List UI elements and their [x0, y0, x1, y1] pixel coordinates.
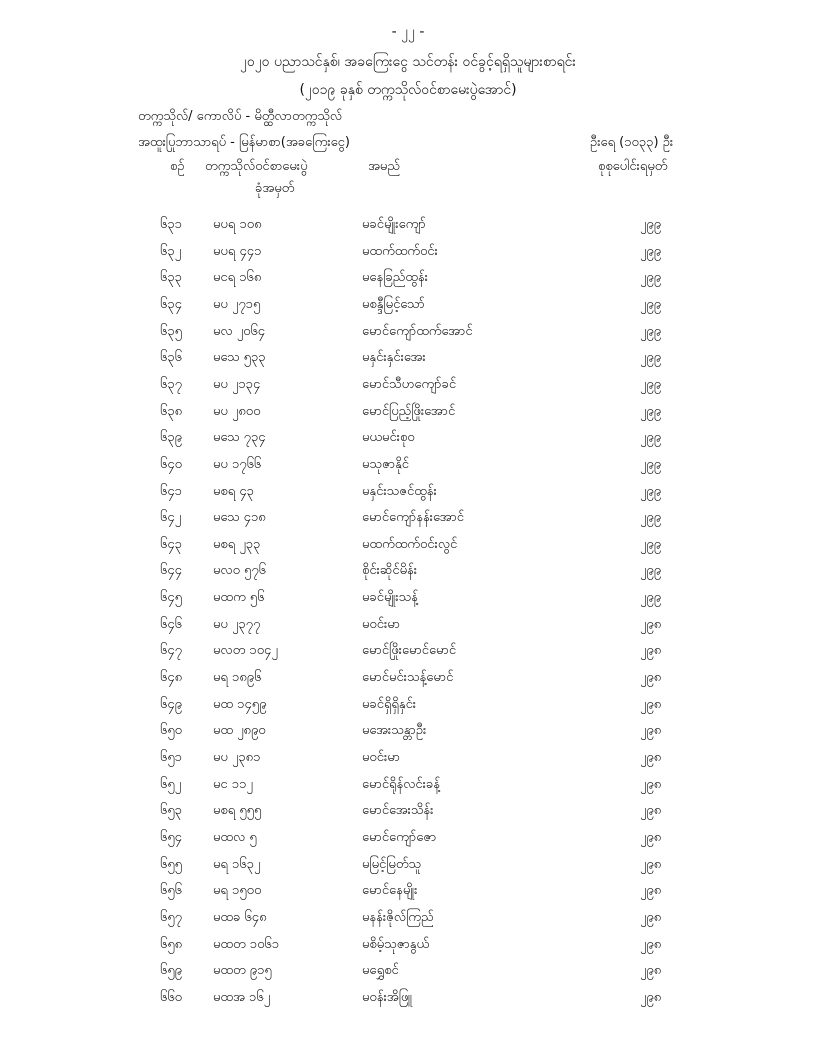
total-marks: ၂၉၈	[640, 776, 662, 792]
roll-number: မသေ ၇၃၄	[213, 430, 266, 446]
roll-number: မပ ၂၁၃၄	[213, 376, 261, 392]
total-marks: ၂၉၉	[640, 270, 662, 286]
student-name: မနှင်းသဇင်ထွန်း	[362, 483, 437, 499]
row-number: ၆၅၃	[160, 803, 182, 819]
roll-number: မပ ၂၇၁၅	[213, 296, 261, 312]
row-number: ၆၄၃	[160, 536, 182, 552]
university-line: တက္ကသိုလ်/ ကောလိပ် - မိတ္ထီလာတက္ကသိုလ်	[138, 109, 343, 124]
table-row	[0, 296, 816, 322]
table-row	[0, 323, 816, 349]
total-marks: ၂၉၈	[640, 670, 662, 686]
total-marks: ၂၉၈	[640, 936, 662, 952]
total-marks: ၂၉၉	[640, 456, 662, 472]
roll-number: မထတ ၁၀၆၁	[213, 936, 280, 952]
row-number: ၆၄၂	[160, 510, 182, 526]
table-row	[0, 642, 816, 668]
table-row	[0, 856, 816, 882]
roll-number: မလတ ၁၀၄၂	[213, 643, 278, 659]
roll-number: မထအ ၁၆၂	[213, 989, 271, 1005]
table-row	[0, 216, 816, 242]
row-number: ၆၃၈	[160, 403, 183, 419]
row-number: ၆၃၄	[160, 296, 182, 312]
total-marks: ၂၉၉	[640, 403, 662, 419]
row-number: ၆၃၆	[160, 350, 182, 366]
column-header-no: စဉ်	[170, 159, 185, 174]
student-name: မောင်ကျော်ဇော	[362, 829, 437, 845]
table-row	[0, 376, 816, 402]
roll-number: မပ ၂၈၀၀	[213, 403, 261, 419]
roll-number: မလဝ ၅၇၆	[213, 563, 266, 579]
roll-number: မငရ ၁၆၈	[213, 270, 262, 286]
student-name: မဝင်းမာ	[362, 616, 401, 632]
roll-number: မပရ ၄၄၁	[213, 243, 262, 259]
roll-number: မထလ ၅	[213, 829, 257, 845]
roll-number: မထတ ၉၁၅	[213, 963, 272, 979]
table-row	[0, 243, 816, 269]
table-row	[0, 722, 816, 748]
table-row	[0, 829, 816, 855]
roll-number: မထက ၅၆	[213, 590, 265, 606]
roll-number: မပရ ၁၀၈	[213, 217, 262, 232]
student-name: မောင်အေးသိန်း	[362, 803, 434, 819]
row-number: ၆၅၀	[160, 723, 182, 739]
table-row	[0, 456, 816, 482]
table-row	[0, 936, 816, 962]
student-name: မောင်နေမျိုး	[362, 883, 418, 899]
roll-number: မင ၁၁၂	[213, 776, 253, 792]
row-number: ၆၄၇	[160, 643, 182, 659]
total-marks: ၂၉၉	[640, 536, 662, 552]
table-row	[0, 882, 816, 908]
row-number: ၆၃၁	[160, 217, 182, 232]
total-marks: ၂၉၈	[640, 803, 662, 819]
major-line: အထူးပြုဘာသာရပ် - မြန်မာစာ(အခကြေးငွေ)	[138, 135, 350, 150]
row-number: ၆၆၀	[160, 989, 182, 1005]
student-name: မောင်သီဟကျော်ခင်	[362, 376, 457, 392]
student-name: မရွှေစင်	[362, 963, 399, 979]
column-header-marks: စုစုပေါင်းရမှတ်	[598, 159, 668, 174]
table-row	[0, 429, 816, 455]
total-marks: ၂၉၉	[640, 563, 662, 579]
row-number: ၆၄၄	[160, 563, 182, 579]
document-title: ၂၀၂၀ ပညာသင်နှစ်၊ အခကြေးငွေ သင်တန်း ဝင်ခွင့်ရရှိသူများစာရင်း	[240, 54, 576, 70]
roll-number: မရ ၁၅၀၀	[213, 883, 262, 899]
row-number: ၆၄၉	[160, 696, 182, 712]
total-marks: ၂၉၈	[640, 829, 662, 845]
row-number: ၆၅၆	[160, 883, 182, 899]
total-marks: ၂၉၉	[640, 483, 662, 499]
roll-number: မပ ၂၃၈၁	[213, 750, 261, 765]
student-name: မသုဇာနိုင်	[362, 456, 409, 472]
table-row	[0, 669, 816, 695]
table-row	[0, 989, 816, 1015]
total-marks: ၂၉၉	[640, 323, 662, 339]
document-subtitle: (၂၀၁၉ ခုနှစ် တက္ကသိုလ်ဝင်စာမေးပွဲအောင်)	[299, 82, 517, 98]
row-number: ၆၃၇	[160, 376, 182, 392]
student-name: စိုင်းဆိုင်မိန်း	[362, 563, 418, 579]
table-row	[0, 403, 816, 429]
student-name: မယမင်းစု၀	[362, 430, 415, 446]
roll-number: မသေ ၄၁၈	[213, 510, 266, 526]
roll-number: မစရ ၂၃၃	[213, 536, 261, 552]
column-header-name: အမည်	[368, 159, 400, 174]
table-row	[0, 562, 816, 588]
total-marks: ၂၉၈	[640, 989, 662, 1005]
roll-number: မစရ ၄၃	[213, 483, 254, 499]
row-number: ၆၅၇	[160, 909, 182, 925]
table-row	[0, 349, 816, 375]
row-number: ၆၅၂	[160, 776, 182, 792]
table-row	[0, 776, 816, 802]
student-name: မဝန်းအိဖြူ	[362, 989, 413, 1005]
student-name: မောင်မင်းသန့်မောင်	[362, 670, 454, 686]
student-name: မနေခြည်ထွန်း	[362, 270, 428, 286]
roll-number: မထ ၁၄၅၉	[213, 696, 267, 712]
student-name: မအေးသန္တာဦး	[362, 723, 427, 739]
row-number: ၆၄၆	[160, 616, 182, 632]
roll-number: မရ ၁၈၉၆	[213, 670, 262, 686]
roll-number: မပ ၂၃၇၇	[213, 616, 261, 632]
roll-number: မပ ၁၇၆၆	[213, 456, 262, 472]
column-header-roll: တက္ကသိုလ်ဝင်စာမေးပွဲ	[205, 159, 308, 174]
row-number: ၆၅၁	[160, 750, 182, 765]
total-marks: ၂၉၈	[640, 643, 662, 659]
student-name: မခင်ရှိရှိနှင်း	[362, 696, 417, 712]
student-name: မောင်ပြည့်ဖြိုးအောင်	[362, 403, 456, 419]
row-number: ၆၄၀	[160, 456, 182, 472]
total-marks: ၂၉၈	[640, 909, 662, 925]
table-row	[0, 749, 816, 775]
row-number: ၆၅၅	[160, 856, 182, 872]
table-row	[0, 962, 816, 988]
roll-number: မသေ ၅၃၃	[213, 350, 266, 366]
student-name: မထက်ထက်ဝင်း	[362, 243, 438, 259]
total-marks: ၂၉၈	[640, 696, 662, 712]
total-marks: ၂၉၉	[640, 296, 662, 312]
total-marks: ၂၉၉	[640, 243, 662, 259]
column-header-roll-line2: ခုံအမှတ်	[255, 181, 295, 196]
row-number: ၆၅၄	[160, 829, 182, 845]
roll-number: မရ ၁၆၃၂	[213, 856, 261, 872]
student-name: မခင်မျိုးကျော်	[362, 217, 426, 232]
table-row	[0, 909, 816, 935]
table-row	[0, 536, 816, 562]
total-marks: ၂၉၈	[640, 883, 662, 899]
table-row	[0, 802, 816, 828]
total-marks: ၂၉၉	[640, 590, 662, 606]
student-name: မောင်ရိုန်လင်းခန့်	[362, 776, 440, 792]
row-number: ၆၅၉	[160, 963, 182, 979]
roll-number: မထခ ၆၄၈	[213, 909, 267, 925]
student-name: မခင်မျိုးသန့်	[362, 590, 418, 606]
student-name: မနှင်းနှင်းအေး	[362, 350, 426, 366]
row-number: ၆၃၉	[160, 430, 182, 446]
roll-number: မလ ၂၀၆၄	[213, 323, 266, 339]
total-marks: ၂၉၉	[640, 510, 662, 526]
quota-line: ဦးရေ (၁၀၃၃) ဦး	[590, 135, 674, 150]
table-row	[0, 269, 816, 295]
table-row	[0, 483, 816, 509]
student-name: မဝင်းမာ	[362, 750, 401, 765]
row-number: ၆၄၁	[160, 483, 182, 499]
row-number: ၆၅၈	[160, 936, 183, 952]
table-row	[0, 509, 816, 535]
row-number: ၆၄၅	[160, 590, 182, 606]
roll-number: မထ ၂၈၉၀	[213, 723, 266, 739]
student-name: မနန်းဇိုလ်ကြည်	[362, 909, 434, 925]
student-name: မောင်ကျော်ထက်အောင်	[362, 323, 473, 339]
student-name: မစိမ့်သုဇာနွယ်	[362, 936, 430, 952]
row-number: ၆၃၅	[160, 323, 182, 339]
student-name: မစန္ဒီမြင့်သော်	[362, 296, 425, 312]
student-name: မထက်ထက်ဝင်းလွင်	[362, 536, 458, 552]
total-marks: ၂၉၈	[640, 723, 662, 739]
student-name: မောင်ဖြိုးမောင်မောင်	[362, 643, 457, 659]
total-marks: ၂၉၉	[640, 376, 662, 392]
student-name: မမြင့်မြတ်သူ	[362, 856, 422, 872]
total-marks: ၂၉၈	[640, 963, 662, 979]
page-number: - ၂၂ -	[391, 24, 425, 40]
total-marks: ၂၉၈	[640, 616, 662, 632]
roll-number: မစရ ၅၅၅	[213, 803, 262, 819]
student-name: မောင်ကျော်နန်းအောင်	[362, 510, 465, 526]
table-row	[0, 616, 816, 642]
row-number: ၆၃၂	[160, 243, 182, 259]
total-marks: ၂၉၈	[640, 750, 662, 765]
table-row	[0, 696, 816, 722]
table-row	[0, 589, 816, 615]
total-marks: ၂၉၈	[640, 856, 662, 872]
total-marks: ၂၉၉	[640, 217, 662, 232]
row-number: ၆၃၃	[160, 270, 182, 286]
row-number: ၆၄၈	[160, 670, 183, 686]
total-marks: ၂၉၉	[640, 350, 662, 366]
total-marks: ၂၉၉	[640, 430, 662, 446]
